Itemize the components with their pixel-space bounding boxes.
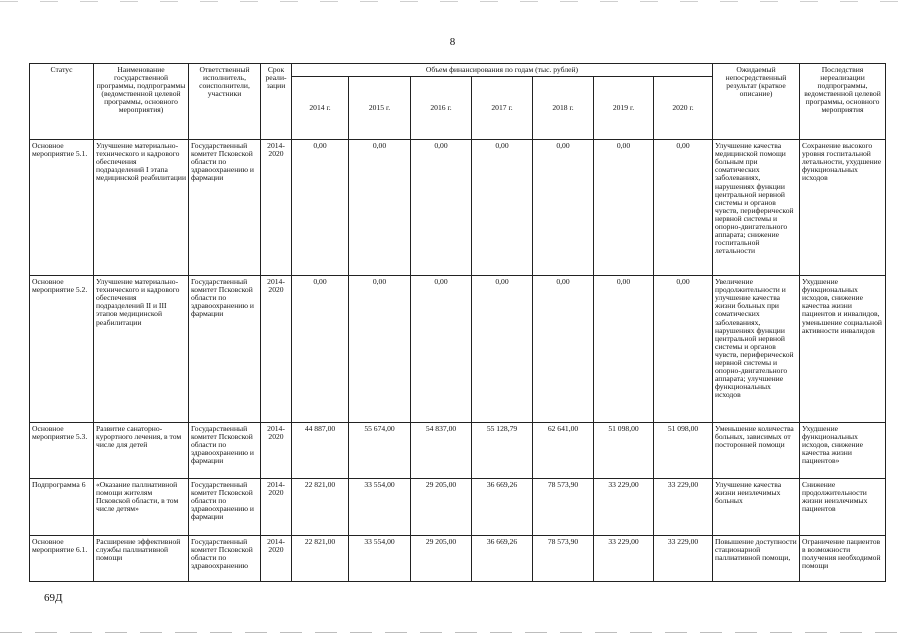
funding-table	[29, 63, 886, 582]
row-value: 78 573,90	[533, 479, 594, 536]
page-number: 8	[449, 36, 456, 48]
row-value: 51 098,00	[654, 423, 713, 479]
row-value: 0,00	[654, 140, 713, 276]
row-consequences: Ухудшение функциональных исходов, снижение качества жизни пациентов»	[800, 423, 886, 479]
header-consequences: Последствия нереализации подпрограммы, ведомственной целевой программы, основного мероприятия	[800, 64, 886, 140]
row-expected-result: Повышение доступности стационарной паллиативной помощи,	[713, 536, 800, 582]
row-term: 2014-2020	[261, 276, 292, 423]
row-expected-result: Уменьшение количества больных, зависимых от посторонней помощи	[713, 423, 800, 479]
row-term: 2014-2020	[261, 536, 292, 582]
row-value: 29 205,00	[411, 536, 472, 582]
row-value: 33 554,00	[349, 536, 411, 582]
row-value: 22 821,00	[292, 479, 349, 536]
row-term: 2014-2020	[261, 140, 292, 276]
row-value: 51 098,00	[594, 423, 654, 479]
header-year: 2014 г.	[292, 77, 349, 140]
table-row	[30, 276, 886, 423]
row-value: 54 837,00	[411, 423, 472, 479]
row-value: 0,00	[411, 140, 472, 276]
row-status: Основное мероприятие 5.2.	[30, 276, 94, 423]
table-row	[30, 536, 886, 582]
row-value: 33 554,00	[349, 479, 411, 536]
row-value: 0,00	[292, 276, 349, 423]
row-name: Развитие санаторно-курортного лечения, в том числе для детей	[94, 423, 189, 479]
row-expected-result: Улучшение качества жизни неизлечимых больных	[713, 479, 800, 536]
row-name: Расширение эффективной службы паллиативной помощи	[94, 536, 189, 582]
header-term: Срок реали-зации	[261, 64, 292, 140]
header-year: 2015 г.	[349, 77, 411, 140]
row-value: 33 229,00	[654, 479, 713, 536]
row-name: Улучшение материально-технического и кадрового обеспечения подразделений II и III этапов медицинской реабилитации	[94, 276, 189, 423]
row-value: 0,00	[411, 276, 472, 423]
row-term: 2014-2020	[261, 423, 292, 479]
row-value: 55 128,79	[472, 423, 533, 479]
row-name: «Оказание паллиативной помощи жителям Псковской области, в том числе детям»	[94, 479, 189, 536]
row-value: 22 821,00	[292, 536, 349, 582]
row-value: 0,00	[349, 140, 411, 276]
row-consequences: Сохранение высокого уровня госпитальной летальности, ухудшение функциональных исходов	[800, 140, 886, 276]
row-value: 62 641,00	[533, 423, 594, 479]
row-value: 0,00	[533, 276, 594, 423]
table-row	[30, 140, 886, 276]
row-status: Основное мероприятие 5.3.	[30, 423, 94, 479]
row-responsible: Государственный комитет Псковской области по здравоохранению и фармации	[189, 140, 261, 276]
row-value: 0,00	[292, 140, 349, 276]
row-value: 36 669,26	[472, 479, 533, 536]
row-consequences: Ограничение пациентов в возможности получения необходимой помощи	[800, 536, 886, 582]
row-value: 55 674,00	[349, 423, 411, 479]
row-value: 78 573,90	[533, 536, 594, 582]
header-expected-result: Ожидаемый непосредственный результат (краткое описание)	[713, 64, 800, 140]
row-responsible: Государственный комитет Псковской области по здравоохранению и фармации	[189, 479, 261, 536]
header-year: 2018 г.	[533, 77, 594, 140]
scan-artifact-bottom	[0, 632, 905, 633]
row-value: 0,00	[533, 140, 594, 276]
header-status: Статус	[30, 64, 94, 140]
row-value: 0,00	[472, 140, 533, 276]
header-name: Наименование государственной программы, подпрограммы (ведомственной целевой программы, основного мероприятия)	[94, 64, 189, 140]
row-consequences: Снижение продолжительности жизни неизлечимых пациентов	[800, 479, 886, 536]
row-expected-result: Увеличение продолжительности и улучшение качества жизни больных при соматических заболеваниях, нарушениях функции центральной нервной системы и органов чувств, периферической нервной системы и опорно-двигательного аппарата; улучшение функциональных исходов	[713, 276, 800, 423]
row-value: 29 205,00	[411, 479, 472, 536]
row-value: 0,00	[472, 276, 533, 423]
row-status: Основное мероприятие 5.1.	[30, 140, 94, 276]
row-status: Основное мероприятие 6.1.	[30, 536, 94, 582]
row-value: 44 887,00	[292, 423, 349, 479]
scan-artifact-top	[0, 1, 905, 2]
table-row	[30, 479, 886, 536]
row-name: Улучшение материально-технического и кадрового обеспечения подразделений I этапа медицинской реабилитации	[94, 140, 189, 276]
header-year: 2016 г.	[411, 77, 472, 140]
row-responsible: Государственный комитет Псковской области по здравоохранению	[189, 536, 261, 582]
header-row-1	[30, 64, 886, 77]
row-value: 0,00	[594, 276, 654, 423]
header-responsible: Ответственный исполнитель, соисполнители, участники	[189, 64, 261, 140]
row-value: 33 229,00	[654, 536, 713, 582]
row-responsible: Государственный комитет Псковской области по здравоохранению и фармации	[189, 276, 261, 423]
header-year: 2017 г.	[472, 77, 533, 140]
header-year: 2019 г.	[594, 77, 654, 140]
row-value: 0,00	[654, 276, 713, 423]
table-row	[30, 423, 886, 479]
header-funding-group: Объем финансирования по годам (тыс. рублей)	[292, 64, 713, 77]
row-consequences: Ухудшение функциональных исходов, снижение качества жизни пациентов и инвалидов, уменьшение социальной активности инвалидов	[800, 276, 886, 423]
row-responsible: Государственный комитет Псковской области по здравоохранению и фармации	[189, 423, 261, 479]
row-term: 2014-2020	[261, 479, 292, 536]
row-value: 36 669,26	[472, 536, 533, 582]
row-value: 0,00	[349, 276, 411, 423]
row-value: 33 229,00	[594, 536, 654, 582]
row-value: 33 229,00	[594, 479, 654, 536]
row-status: Подпрограмма 6	[30, 479, 94, 536]
header-year: 2020 г.	[654, 77, 713, 140]
row-expected-result: Улучшение качества медицинской помощи больным при соматических заболеваниях, нарушениях функции центральной нервной системы и органов чувств, периферической нервной системы и опорно-двигательного аппарата; снижение госпитальной летальности	[713, 140, 800, 276]
document-code: 69Д	[44, 592, 63, 604]
row-value: 0,00	[594, 140, 654, 276]
